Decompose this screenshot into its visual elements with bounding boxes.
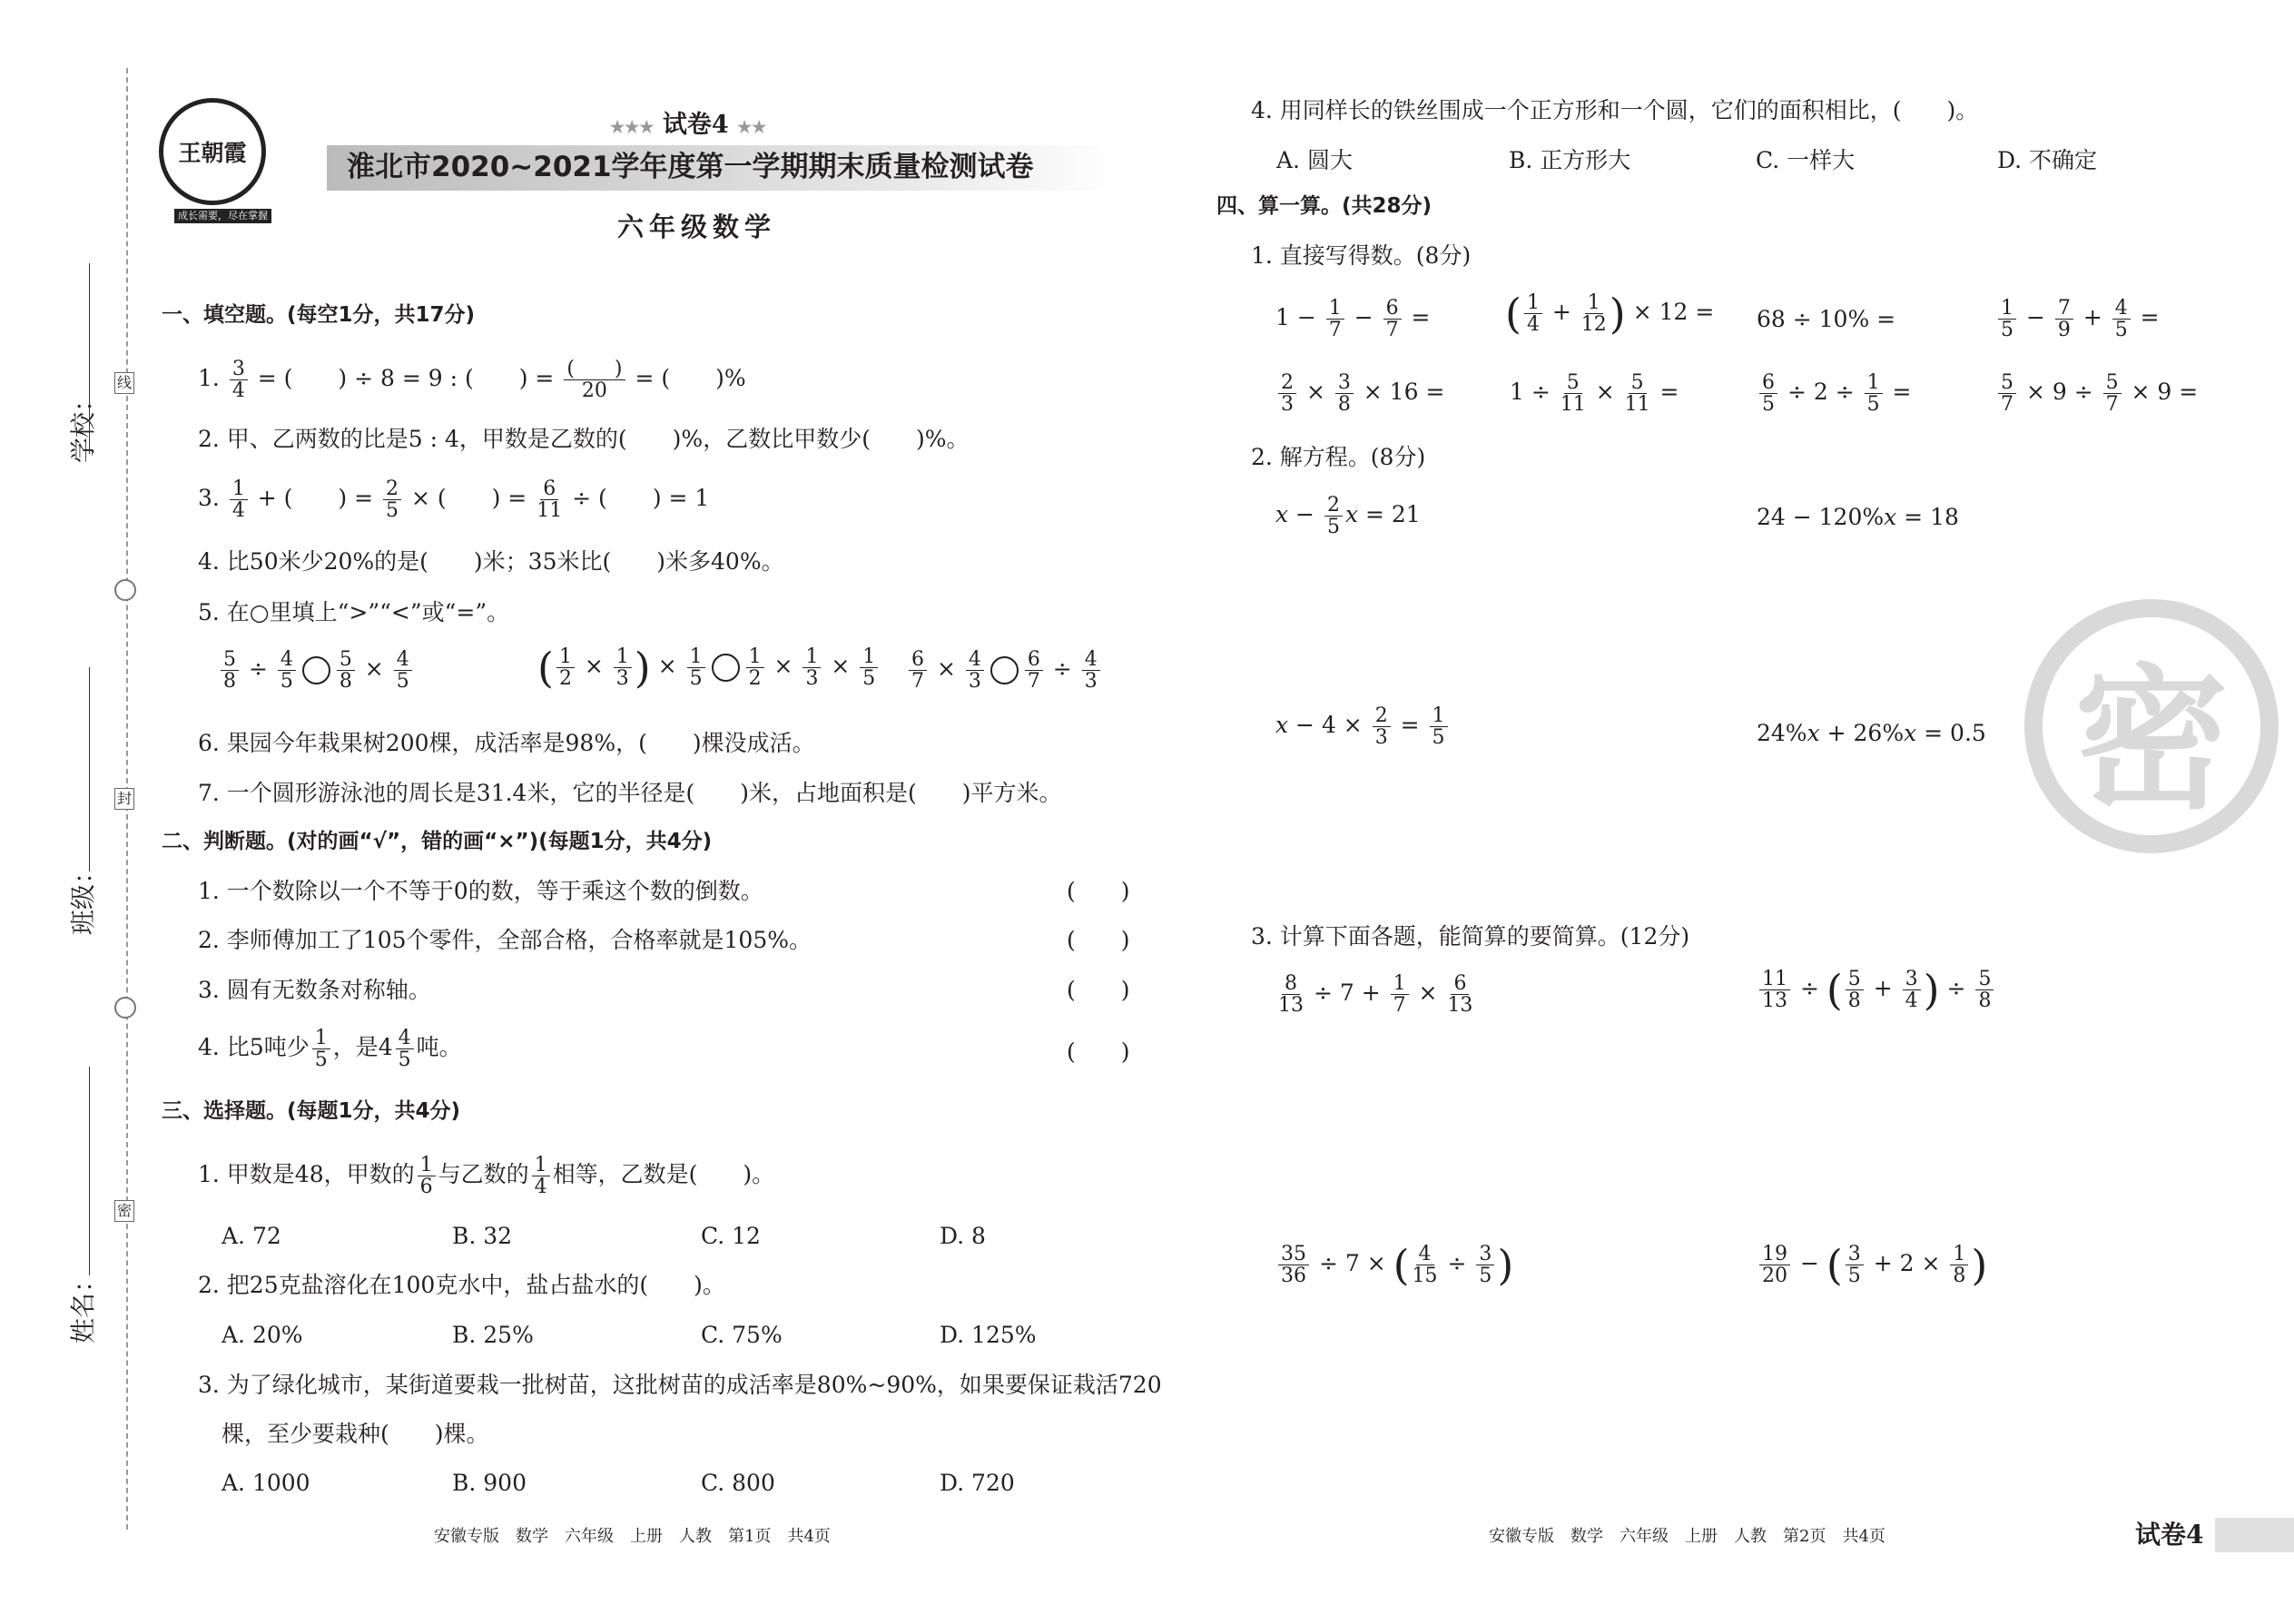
paper-badge-text: 试卷4 xyxy=(662,111,729,139)
s3-q2-opt-b: B. 25% xyxy=(452,1322,534,1348)
s1-q4: 4. 比50米少20%的是( )米；35米比( )米多40%。 xyxy=(198,548,784,575)
s2-q2: 2. 李师傅加工了105个零件，全部合格，合格率就是105%。 xyxy=(198,927,812,953)
s1-q5c: $\frac{6}{7}$ × $\frac{4}{3}$ $\frac{6}{7}$ ÷ $\frac{4}{3}$ xyxy=(906,649,1103,692)
calc-8: $\frac{5}{7}$ × 9 ÷ $\frac{5}{7}$ × 9 = xyxy=(1995,372,2198,415)
compare-circle xyxy=(990,656,1019,684)
s4-part1: 1. 直接写得数。(8分) xyxy=(1251,242,1472,269)
s3-q1: 1. 甲数是48，甲数的 $\frac{1}{6}$ 与乙数的 $\frac{1}{4}$ 相等，乙数是( )。 xyxy=(198,1154,775,1199)
s1-q5b: ( $\frac{1}{2}$ × $\frac{1}{3}$ ) × $\frac{1}{5}$ $\frac{1}{2}$ × $\frac{1}{3}$ × $\frac{1}{5}$ xyxy=(537,646,881,689)
s3-q3-opt-d: D. 720 xyxy=(940,1470,1015,1496)
exam-title: 淮北市2020~2021学年度第一学期期末质量检测试卷 xyxy=(347,151,1034,183)
name-label: 姓名： xyxy=(68,1266,98,1343)
s1-q6: 6. 果园今年栽果树200棵，成活率是98%，( )棵没成活。 xyxy=(198,730,815,756)
s3-q3-opt-c: C. 800 xyxy=(701,1470,775,1496)
section-3-heading: 三、选择题。(每题1分，共4分) xyxy=(162,1099,461,1123)
s1-q5a: $\frac{5}{8}$ ÷ $\frac{4}{5}$ $\frac{5}{8}$ × $\frac{4}{5}$ xyxy=(218,649,415,692)
s3-q3-line2: 棵，至少要栽种( )棵。 xyxy=(222,1421,489,1447)
equation-2: 24 − 120%x = 18 xyxy=(1757,504,1959,530)
calc-5: $\frac{2}{3}$ × $\frac{3}{8}$ × 16 = xyxy=(1275,372,1444,415)
s2-q1: 1. 一个数除以一个不等于0的数，等于乘这个数的倒数。 xyxy=(198,878,763,904)
equation-3: x − 4 × $\frac{2}{3}$ = $\frac{1}{5}$ xyxy=(1275,705,1451,748)
subject-title: 六年级数学 xyxy=(617,212,777,242)
logo-motto: 成长需要，尽在掌握 xyxy=(174,209,271,223)
calc-1: 1 − $\frac{1}{7}$ − $\frac{6}{7}$ = xyxy=(1275,297,1431,342)
calc-2: ( $\frac{1}{4}$ + $\frac{1}{12}$ ) × 12 = xyxy=(1505,289,1715,339)
s3-q3-opt-b: B. 900 xyxy=(452,1470,527,1496)
s2-q3: 3. 圆有无数条对称轴。 xyxy=(198,977,431,1003)
s2-q4: 4. 比5吨少 $\frac{1}{5}$ ，是4 $\frac{4}{5}$ 吨。 xyxy=(198,1027,462,1072)
s4-part2: 2. 解方程。(8分) xyxy=(1251,444,1426,470)
cut-mark-2: 封 xyxy=(114,788,134,810)
equation-4: 24%x + 26%x = 0.5 xyxy=(1757,720,1986,746)
cut-mark-3: 密 xyxy=(114,1200,134,1222)
s1-q5: 5. 在○里填上“>”“<”或“=”。 xyxy=(198,599,510,625)
class-label: 班级： xyxy=(68,858,98,935)
s3-q2-opt-d: D. 125% xyxy=(940,1322,1037,1348)
footer-badge-bar xyxy=(2215,1518,2294,1552)
s3-q2-opt-c: C. 75% xyxy=(701,1322,783,1348)
name-line xyxy=(89,1067,90,1275)
equation-1: x − $\frac{2}{5}$ x = 21 xyxy=(1275,494,1421,539)
simplify-3: $\frac{35}{36}$ ÷ 7 × ( $\frac{4}{15}$ ÷ $\frac{3}{5}$ ) xyxy=(1275,1244,1513,1286)
s3-q4: 4. 用同样长的铁丝围成一个正方形和一个圆，它们的面积相比，( )。 xyxy=(1251,97,1979,123)
s1-q3: 3. $\frac{1}{4}$ + ( ) = $\frac{2}{5}$ × ( ) = $\frac{6}{11}$ ÷ ( ) = 1 xyxy=(198,477,710,523)
calc-3: 68 ÷ 10% = xyxy=(1757,306,1896,332)
footer-right: 安徽专版 数学 六年级 上册 人教 第2页 共4页 xyxy=(1489,1527,1885,1546)
logo xyxy=(159,98,266,205)
footer-badge: 试卷4 xyxy=(2135,1520,2204,1550)
simplify-4: $\frac{19}{20}$ − ( $\frac{3}{5}$ + 2 × $\frac{1}{8}$ ) xyxy=(1757,1244,1987,1286)
section-2-heading: 二、判断题。(对的画“√”，错的画“×”)(每题1分，共4分) xyxy=(162,830,713,853)
s3-q2: 2. 把25克盐溶化在100克水中，盐占盐水的( )。 xyxy=(198,1272,725,1298)
compare-circle xyxy=(712,654,740,682)
school-label: 学校： xyxy=(68,386,98,463)
s3-q4-opt-b: B. 正方形大 xyxy=(1509,147,1631,173)
paper-badge: ★★★ 试卷4 ★★ xyxy=(610,111,767,139)
confidential-seal xyxy=(2024,599,2279,853)
simplify-1: $\frac{8}{13}$ ÷ 7 + $\frac{1}{7}$ × $\frac{6}{13}$ xyxy=(1278,972,1473,1018)
s2-q3-paren: ( ) xyxy=(1067,977,1130,1003)
calc-6: 1 ÷ $\frac{5}{11}$ × $\frac{5}{11}$ = xyxy=(1510,371,1679,417)
s3-q1-opt-c: C. 12 xyxy=(701,1223,761,1249)
s3-q4-opt-d: D. 不确定 xyxy=(1997,147,2098,173)
logo-text: 王朝霞 xyxy=(178,140,247,166)
s4-part3: 3. 计算下面各题，能简算的要简算。(12分) xyxy=(1251,923,1690,950)
s3-q4-opt-a: A. 圆大 xyxy=(1276,147,1353,173)
s1-q2: 2. 甲、乙两数的比是5 : 4，甲数是乙数的( )%，乙数比甲数少( )%。 xyxy=(198,426,970,452)
section-1-heading: 一、填空题。(每空1分，共17分) xyxy=(162,303,476,327)
seal-text: 密 xyxy=(2073,650,2229,831)
scissors-icon xyxy=(114,579,136,601)
s2-q1-paren: ( ) xyxy=(1067,878,1130,904)
s1-q7: 7. 一个圆形游泳池的周长是31.4米，它的半径是( )米，占地面积是( )平方米。 xyxy=(198,780,1062,806)
footer-left: 安徽专版 数学 六年级 上册 人教 第1页 共4页 xyxy=(434,1527,831,1546)
s1-q1: 1. $\frac{3}{4}$ = ( ) ÷ 8 = 9 : ( ) = $\frac{( )}{20}$ = ( )% xyxy=(198,358,746,403)
s3-q3-opt-a: A. 1000 xyxy=(222,1470,310,1496)
section-4-heading: 四、算一算。(共28分) xyxy=(1216,194,1433,218)
calc-7: $\frac{6}{5}$ ÷ 2 ÷ $\frac{1}{5}$ = xyxy=(1757,372,1912,415)
s2-q4-paren: ( ) xyxy=(1067,1038,1130,1065)
s3-q2-opt-a: A. 20% xyxy=(222,1322,303,1348)
s3-q4-opt-c: C. 一样大 xyxy=(1756,147,1856,173)
compare-circle xyxy=(302,656,330,684)
s3-q3-line1: 3. 为了绿化城市，某街道要栽一批树苗，这批树苗的成活率是80%~90%，如果要保证栽活720 xyxy=(198,1372,1162,1398)
calc-4: $\frac{1}{5}$ − $\frac{7}{9}$ + $\frac{4}{5}$ = xyxy=(1995,298,2160,340)
cut-mark-1: 线 xyxy=(114,372,134,394)
simplify-2: $\frac{11}{13}$ ÷ ( $\frac{5}{8}$ + $\frac{3}{4}$ ) ÷ $\frac{5}{8}$ xyxy=(1757,969,1996,1011)
s3-q1-opt-d: D. 8 xyxy=(940,1223,986,1249)
s3-q1-opt-a: A. 72 xyxy=(222,1223,281,1249)
s2-q2-paren: ( ) xyxy=(1067,927,1130,953)
s3-q1-opt-b: B. 32 xyxy=(452,1223,513,1249)
school-line xyxy=(89,263,90,454)
class-line xyxy=(89,667,90,871)
scissors-icon xyxy=(114,997,136,1019)
